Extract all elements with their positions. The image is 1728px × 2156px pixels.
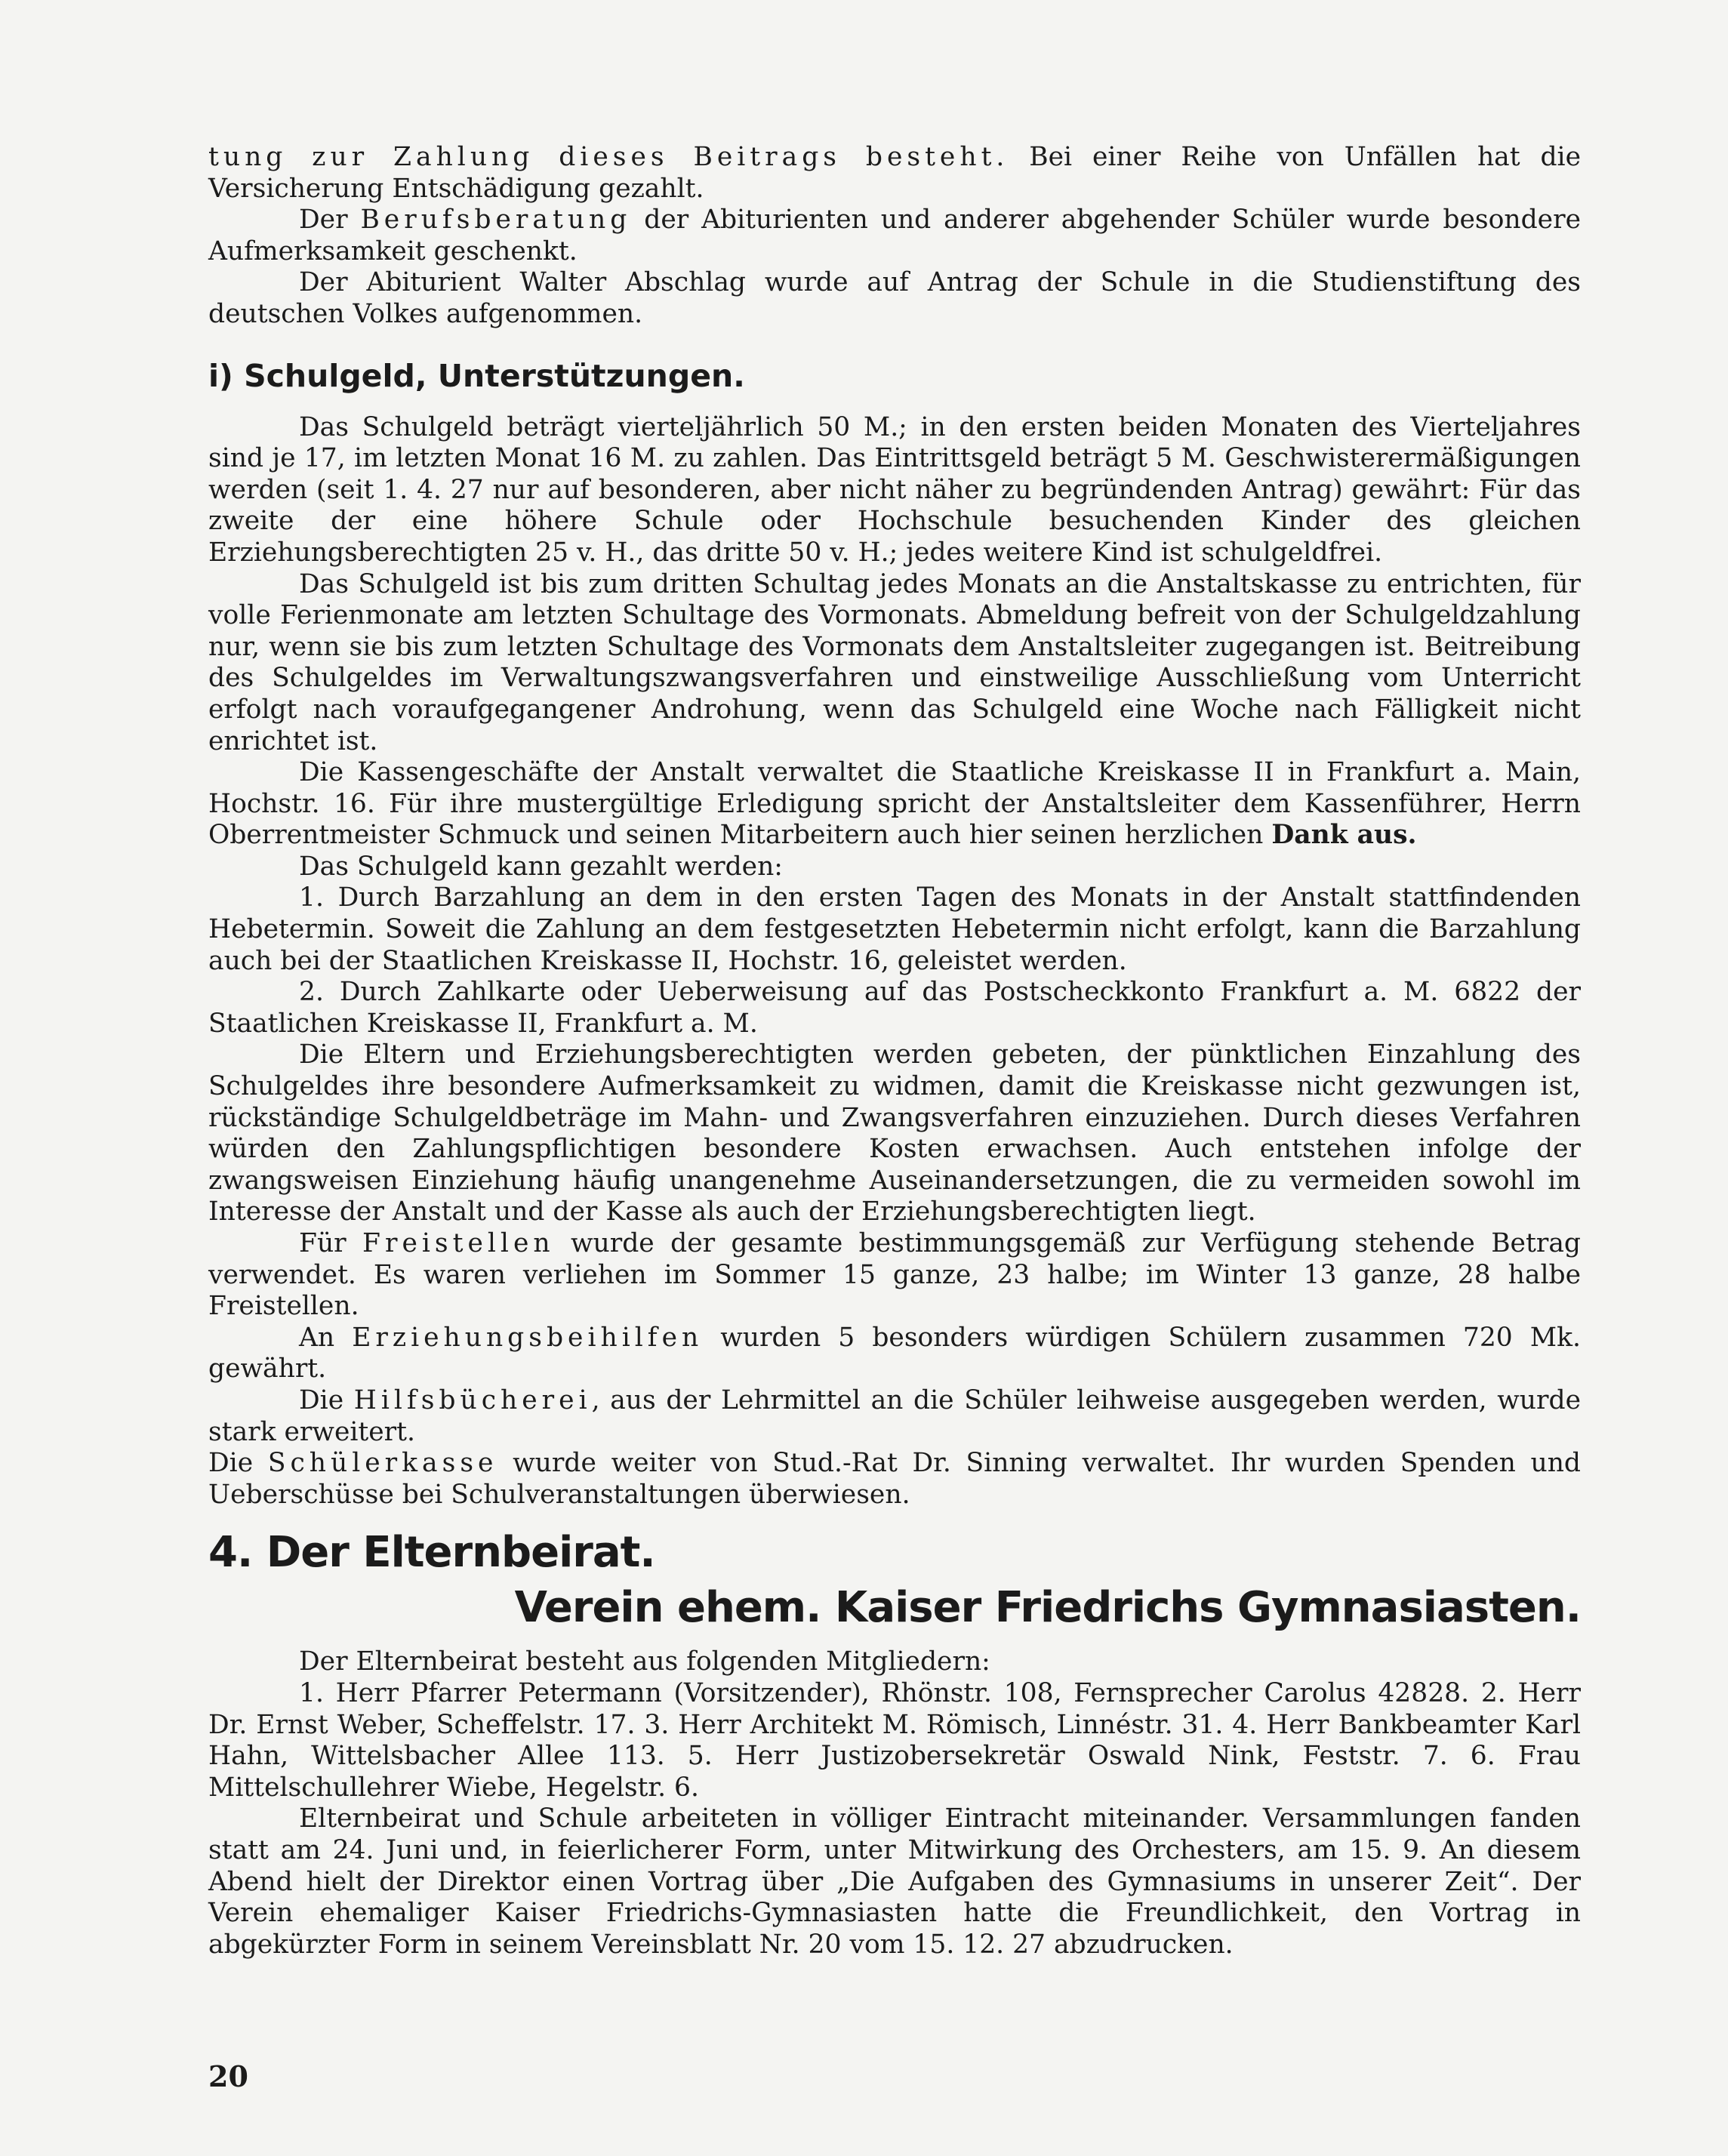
paragraph-schulgeld-zahlung: Das Schulgeld ist bis zum dritten Schultag jedes Monats an die Anstaltskasse zu entrichten, für volle Ferienmonate am letzten Schultage des Vormonats. Abmeldung befreit von der Schulgeldzahlung nur, wenn sie bis zum letzten Schultage des Vormonats dem Anstaltsleiter zugegangen ist. Beitreibung des Schulgeldes im Verwaltungszwangsverfahren und einstweilige Ausschließung vom Unterricht erfolgt nach voraufgegangener Androhung, wenn das Schulgeld eine Woche nach Fälligkeit nicht enrichtet ist.: [208, 568, 1581, 756]
spaced-text: tung zur Zahlung dieses Beitrags besteht.: [208, 142, 1009, 172]
paragraph-zahlungsarten: Das Schulgeld kann gezahlt werden:: [299, 851, 783, 882]
list-item-barzahlung: 1. Durch Barzahlung an dem in den ersten Tagen des Monats in der Anstalt stattfindenden Hebetermin. Soweit die Zahlung an dem festgesetzten Hebetermin nicht erfolgt, kann die Barzahlung auch bei der Staatlichen Kreiskasse II, Hochstr. 16, geleistet werden.: [208, 882, 1581, 976]
paragraph-kassengeschaefte: Die Kassengeschäfte der Anstalt verwaltet die Staatliche Kreiskasse II in Frankfurt a. Main, Hochstr. 16. Für ihre mustergültige Erledigung spricht der Anstaltsleiter dem Kassenführer, Herrn Oberrentmeister Schmuck und seinen Mitarbeitern auch hier seinen herzlichen Dank aus.: [208, 757, 1581, 851]
spaced-term: Erziehungsbeihilfen: [352, 1322, 704, 1353]
spaced-term: Schülerkasse: [267, 1448, 498, 1479]
paragraph-hilfsbuecherei: Die Hilfsbücherei, aus der Lehrmittel an die Schüler leihweise ausgegeben werden, wurde stark erweitert.: [208, 1384, 1581, 1447]
spaced-term: Berufsberatung: [360, 205, 632, 236]
chapter-heading-elternbeirat: 4. Der Elternbeirat.: [208, 1528, 655, 1578]
paragraph-eltern-bitte: Die Eltern und Erziehungsberechtigten werden gebeten, der pünktlichen Einzahlung des Schulgeldes ihre besondere Aufmerksamkeit zu widmen, damit die Kreiskasse nicht gezwungen ist, rückständige Schulgeldbeträge im Mahn- und Zwangsverfahren einzuziehen. Durch dieses Verfahren würden den Zahlungspflichtigen besondere Kosten erwachsen. Auch entstehen infolge der zwangsweisen Einziehung häufig unangenehme Auseinandersetzungen, die zu vermeiden sowohl im Interesse der Anstalt und der Kasse als auch der Erziehungsberechtigten liegt.: [208, 1040, 1581, 1227]
spaced-term: Freistellen: [362, 1228, 555, 1258]
paragraph-continued: [208, 142, 1581, 205]
paragraph-freistellen: Für Freistellen wurde der gesamte bestimmungsgemäß zur Verfügung stehende Betrag verwendet. Es waren verliehen im Sommer 15 ganze, 23 halbe; im Winter 13 ganze, 28 halbe Freistellen.: [208, 1228, 1581, 1322]
section-heading-schulgeld: i) Schulgeld, Unterstützungen.: [208, 357, 745, 394]
paragraph-mitglieder-liste: 1. Herr Pfarrer Petermann (Vorsitzender), Rhönstr. 108, Fernsprecher Carolus 42828. 2. Herr Dr. Ernst Weber, Scheffelstr. 17. 3. Herr Architekt M. Römisch, Linnéstr. 31. 4. Herr Bankbeamter Karl Hahn, Wittelsbacher Allee 113. 5. Herr Justizobersekretär Oswald Nink, Feststr. 7. 6. Frau Mittelschullehrer Wiebe, Hegelstr. 6.: [208, 1677, 1581, 1803]
paragraph-studienstiftung: Der Abiturient Walter Abschlag wurde auf Antrag der Schule in die Studienstiftung des deutschen Volkes aufgenommen.: [208, 267, 1581, 329]
paragraph-rest: Bei einer Reihe von Unfällen hat die Versicherung Entschädigung gezahlt.: [208, 142, 1582, 204]
list-item-zahlkarte: 2. Durch Zahlkarte oder Ueberweisung auf das Postscheckkonto Frankfurt a. M. 6822 der Staatlichen Kreiskasse II, Frankfurt a. M.: [208, 977, 1581, 1039]
text-column: [208, 142, 1581, 1960]
paragraph-erziehungsbeihilfen: An Erziehungsbeihilfen wurden 5 besonders würdigen Schülern zusammen 720 Mk. gewährt.: [208, 1322, 1581, 1384]
bold-text: Dank aus.: [1271, 820, 1417, 851]
page-number: 20: [208, 2059, 248, 2093]
paragraph-mitglieder-intro: Der Elternbeirat besteht aus folgenden Mitgliedern:: [299, 1646, 990, 1677]
paragraph-schulgeld-betrag: Das Schulgeld beträgt vierteljährlich 50 M.; in den ersten beiden Monaten des Vierteljahres sind je 17, im letzten Monat 16 M. zu zahlen. Das Eintrittsgeld beträgt 5 M. Geschwisterermäßigungen werden (seit 1. 4. 27 nur auf besonderen, aber nicht näher zu begründenden Antrag) gewährt: Für das zweite der eine höhere Schule oder Hochschule besuchenden Kinder des gleichen Erziehungsberechtigten 25 v. H., das dritte 50 v. H.; jedes weitere Kind ist schulgeldfrei.: [208, 411, 1581, 568]
paragraph-versammlungen: Elternbeirat und Schule arbeiteten in völliger Eintracht miteinander. Versammlungen fanden statt am 24. Juni und, in feierlicherer Form, unter Mitwirkung des Orchesters, am 15. 9. An diesem Abend hielt der Direktor einen Vortrag über „Die Aufgaben des Gymnasiums in unserer Zeit“. Der Verein ehemaliger Kaiser Friedrichs-Gymnasiasten hatte die Freundlichkeit, den Vortrag in abgekürzter Form in seinem Vereinsblatt Nr. 20 vom 15. 12. 27 abzudrucken.: [208, 1803, 1581, 1960]
spaced-term: Hilfsbücherei: [353, 1384, 592, 1415]
paragraph-berufsberatung: Der Berufsberatung der Abiturienten und anderer abgehender Schüler wurde besondere Aufmerksamkeit geschenkt.: [208, 205, 1581, 266]
chapter-heading-verein: Verein ehem. Kaiser Friedrichs Gymnasiasten.: [514, 1583, 1581, 1633]
paragraph-schuelerkasse: Die Schülerkasse wurde weiter von Stud.-Rat Dr. Sinning verwaltet. Ihr wurden Spenden und Ueberschüsse bei Schulveranstaltungen überwiesen.: [208, 1448, 1582, 1510]
